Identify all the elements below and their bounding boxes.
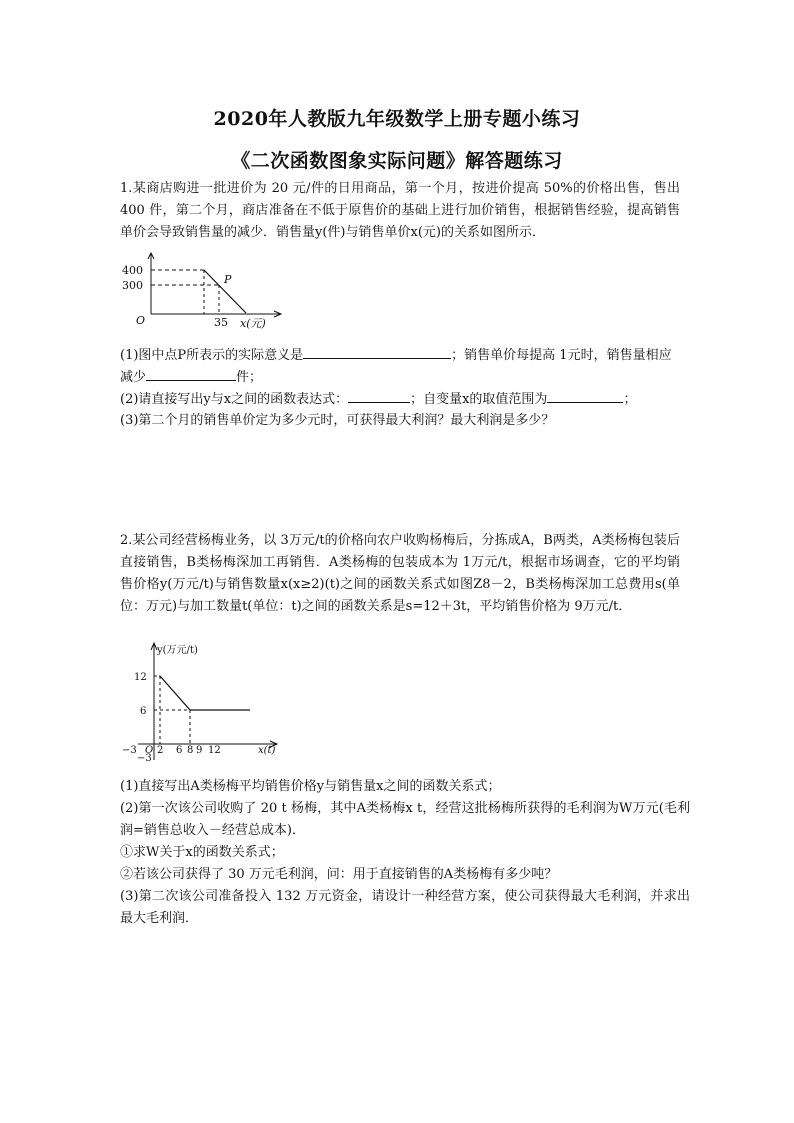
answer-blank-1[interactable]	[303, 344, 451, 359]
question-2-part-2: (2)第一次该公司收购了 20 t 杨梅，其中A类杨梅x t，经营这批杨梅所获得的毛利润为W万元(毛利润=销售总收入－经营总成本)．	[120, 801, 690, 838]
chart-question-2	[118, 640, 283, 768]
title-line-2: 《二次函数图象实际问题》解答题练习	[231, 150, 563, 172]
question-1-text: 1.某商店购进一批进价为 20 元/件的日用商品，第一个月，按进价提高 50%的价格出售，售出 400 件，第二个月，商店准备在不低于原售价的基础上进行加价销售，根据销售经验，提高销售单价会导致销售量的减少．销售量y(件)与销售单价x(元)的关系如图所示．	[120, 181, 680, 240]
title-line-1: 2020年人教版九年级数学上册专题小练习	[213, 108, 581, 130]
c1-label-origin: O	[136, 314, 146, 327]
answer-blank-4[interactable]	[547, 388, 623, 403]
question-2-part-3: (3)第二次该公司准备投入 132 万元资金，请设计一种经营方案，使公司获得最大毛利润，并求出最大毛利润．	[120, 889, 690, 926]
c1-label-400: 400	[122, 264, 143, 277]
c2-label-y: y(万元/t)	[157, 645, 198, 656]
c2-label-6: 6	[140, 706, 147, 717]
q1-part2-a: (2)请直接写出y与x之间的函数表达式：	[120, 392, 349, 407]
c2-label-xneg3: −3	[122, 745, 137, 756]
question-1-part-1	[120, 344, 700, 367]
c2-label-x12: 12	[208, 745, 221, 756]
c2-label-x2: 2	[157, 745, 164, 756]
question-2-text: 2.某公司经营杨梅业务，以 3万元/t的价格向农户收购杨梅后，分拣成A，B两类，A类杨梅包装后直接销售，B类杨梅深加工再销售．A类杨梅的包装成本为 1万元/t，根据市场调查，它的平均销售价格y(万元/t)与销售数量x(x≥2)(t)之间的函数关系式如图Z8－2，B类杨梅深加工总费用s(单位：万元)与加工数量t(单位：t)之间的函数关系是s=12＋3t，平均销售价格为 9万元/t．	[120, 533, 680, 614]
question-2-part-2-2: ②若该公司获得了 30 万元毛利润，问：用于直接销售的A类杨梅有多少吨？	[120, 867, 558, 882]
c2-label-x9: 9	[196, 745, 203, 756]
question-2-part-2-1: ①求W关于x的函数关系式；	[120, 845, 284, 860]
c2-graph-line	[160, 676, 250, 710]
question-1-part-1-cont	[120, 366, 700, 389]
q1-part2-c: ；	[623, 392, 637, 407]
c1-label-p: P	[224, 273, 232, 286]
answer-blank-3[interactable]	[348, 388, 410, 403]
c2-label-origin: O	[145, 745, 154, 756]
c2-label-yneg3: −3	[137, 753, 152, 764]
c2-label-x6: 6	[176, 745, 183, 756]
c2-label-x: x(t)	[258, 745, 276, 756]
c1-label-300: 300	[122, 279, 143, 292]
q1-part2-b: ；自变量x的取值范围为	[410, 392, 548, 407]
c1-label-x: x(元)	[240, 317, 266, 330]
question-1-part-2	[120, 388, 700, 411]
c2-label-12: 12	[134, 672, 147, 683]
q1-part1-a: (1)图中点P所表示的实际意义是	[120, 348, 304, 363]
answer-blank-2[interactable]	[146, 366, 236, 381]
q1-part1-c: 减少	[120, 370, 147, 385]
q1-part1-d: 件；	[236, 370, 263, 385]
c2-label-x8: 8	[187, 745, 194, 756]
q1-part1-b: ；销售单价每提高 1元时，销售量相应	[451, 348, 672, 363]
c1-label-35: 35	[214, 316, 228, 329]
question-2-part-1: (1)直接写出A类杨梅平均销售价格y与销售量x之间的函数关系式；	[120, 779, 501, 794]
chart-question-1	[118, 250, 288, 335]
question-1-part-3: (3)第二个月的销售单价定为多少元时，可获得最大利润？最大利润是多少？	[120, 413, 555, 428]
